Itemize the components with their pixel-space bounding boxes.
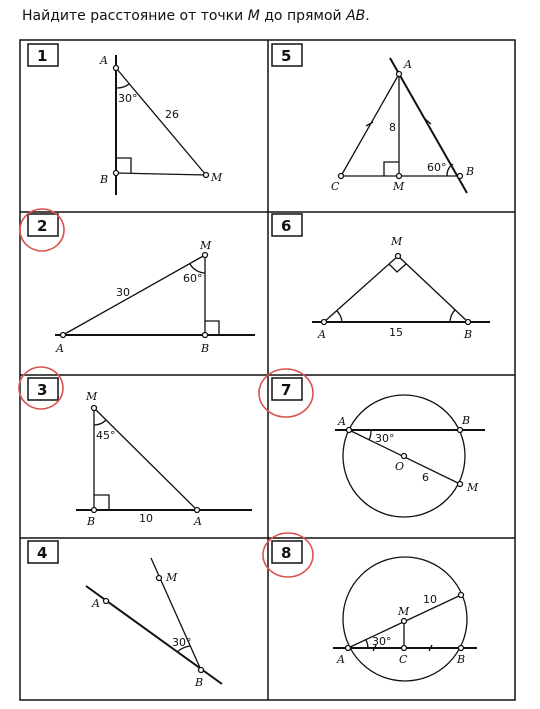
figure-4 bbox=[86, 558, 222, 684]
label-problems-5-values-0: 15 bbox=[389, 326, 403, 339]
label-problems-2-labels-1: B bbox=[87, 515, 96, 528]
box-1 bbox=[28, 44, 58, 66]
label-problems-1-values-1: 60° bbox=[183, 272, 203, 285]
label-problems-7-labels-0: A bbox=[337, 653, 345, 666]
label-problems-7-values-0: 10 bbox=[423, 593, 437, 606]
red-circle-marks bbox=[19, 209, 313, 577]
label-problems-6-values-1: 6 bbox=[422, 471, 429, 484]
label-problems-2-values-0: 45° bbox=[96, 429, 116, 442]
label-problems-0-values-1: 26 bbox=[165, 108, 179, 121]
label-problems-5-labels-0: A bbox=[318, 328, 326, 341]
label-problems-3-labels-0: A bbox=[92, 597, 100, 610]
label-problems-1-labels-0: A bbox=[56, 342, 64, 355]
label-problems-0-labels-1: B bbox=[100, 173, 109, 186]
figure-2 bbox=[55, 253, 255, 338]
label-problems-4-labels-0: A bbox=[404, 58, 412, 71]
figure-3 bbox=[76, 406, 252, 513]
label-problems-4-labels-3: M bbox=[393, 180, 405, 193]
label-problems-1-number: 2 bbox=[37, 217, 48, 235]
label-problems-7-number: 8 bbox=[281, 544, 292, 562]
label-problems-6-number: 7 bbox=[281, 381, 292, 399]
box-8 bbox=[272, 541, 302, 563]
label-problems-7-labels-3: M bbox=[398, 605, 410, 618]
label-problems-4-values-0: 8 bbox=[389, 121, 396, 134]
label-problems-3-labels-2: M bbox=[166, 571, 178, 584]
label-problems-0-labels-2: M bbox=[211, 171, 223, 184]
figure-6 bbox=[312, 254, 490, 325]
label-problems-7-values-1: 30° bbox=[372, 635, 392, 648]
label-problems-2-labels-2: M bbox=[86, 390, 98, 403]
label-problems-6-labels-0: A bbox=[338, 415, 346, 428]
label-problems-1-labels-2: M bbox=[200, 239, 212, 252]
box-7 bbox=[272, 378, 302, 400]
label-problems-0-labels-0: A bbox=[100, 54, 108, 67]
label-problems-1-labels-1: B bbox=[201, 342, 210, 355]
label-problems-6-values-0: 30° bbox=[375, 432, 395, 445]
box-6 bbox=[272, 214, 302, 236]
box-4 bbox=[28, 541, 58, 563]
label-problems-0-number: 1 bbox=[37, 47, 48, 65]
task-title: Найдите расстояние от точки M до прямой AB. bbox=[22, 8, 370, 24]
label-problems-6-labels-1: B bbox=[462, 414, 471, 427]
label-problems-4-number: 5 bbox=[281, 47, 292, 65]
box-2 bbox=[28, 214, 58, 236]
figure-5 bbox=[339, 58, 468, 193]
label-problems-1-values-0: 30 bbox=[116, 286, 130, 299]
box-5 bbox=[272, 44, 302, 66]
box-3 bbox=[28, 378, 58, 400]
label-problems-3-labels-1: B bbox=[195, 676, 204, 689]
label-problems-2-number: 3 bbox=[37, 381, 48, 399]
label-problems-7-labels-1: B bbox=[457, 653, 466, 666]
label-problems-2-values-1: 10 bbox=[139, 512, 153, 525]
label-problems-7-labels-2: C bbox=[399, 653, 408, 666]
label-problems-4-labels-1: B bbox=[466, 165, 475, 178]
label-problems-5-number: 6 bbox=[281, 217, 292, 235]
label-problems-6-labels-3: M bbox=[467, 481, 479, 494]
number-boxes bbox=[28, 44, 302, 563]
figure-1 bbox=[114, 55, 209, 195]
label-problems-3-number: 4 bbox=[37, 544, 48, 562]
label-problems-5-labels-2: M bbox=[391, 235, 403, 248]
label-problems-4-labels-2: C bbox=[331, 180, 340, 193]
label-problems-5-labels-1: B bbox=[464, 328, 473, 341]
label-problems-4-values-1: 60° bbox=[427, 161, 447, 174]
label-problems-6-labels-2: O bbox=[395, 460, 405, 473]
label-problems-2-labels-0: A bbox=[194, 515, 202, 528]
label-problems-3-values-0: 30° bbox=[172, 636, 192, 649]
label-problems-0-values-0: 30° bbox=[118, 92, 138, 105]
